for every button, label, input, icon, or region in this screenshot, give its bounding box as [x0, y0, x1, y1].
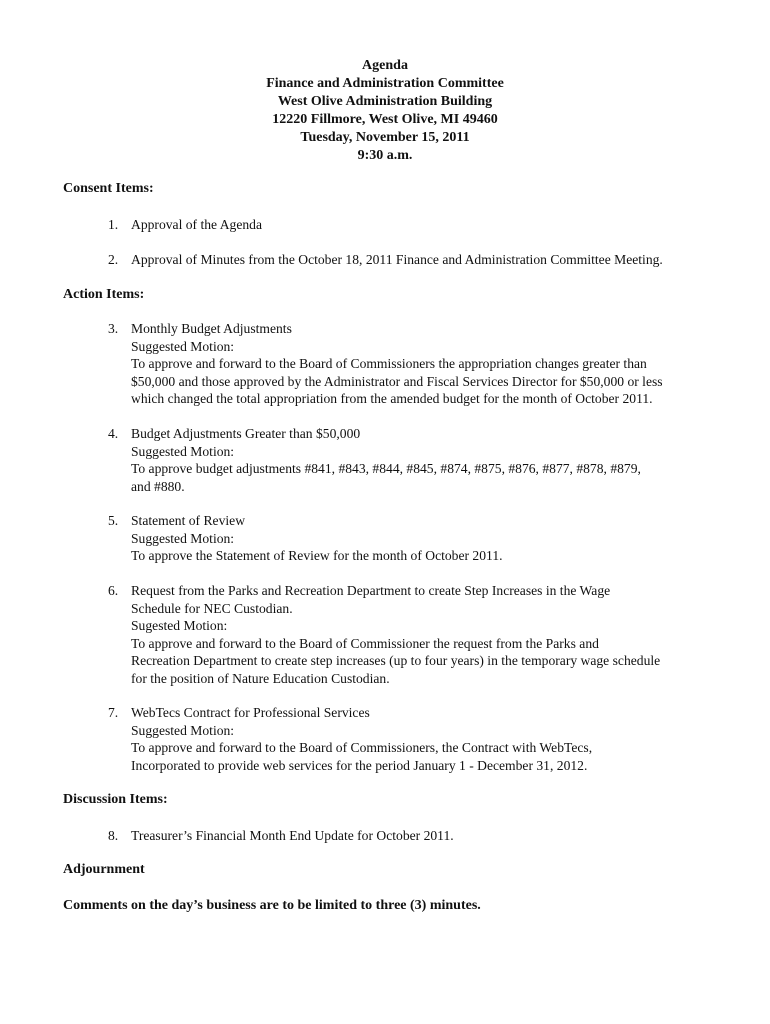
motion-text: To approve and forward to the Board of Commissioners, the Contract with WebTecs,	[131, 740, 593, 755]
item-title: Schedule for NEC Custodian.	[131, 600, 293, 616]
item-number: 6.	[108, 583, 119, 598]
agenda-item-6	[108, 582, 718, 687]
motion-text: To approve and forward to the Board of Commissioner the request from the Parks and	[131, 635, 599, 651]
item-title: Monthly Budget Adjustments	[131, 321, 292, 336]
item-number: 1.	[108, 217, 119, 232]
item-title: Budget Adjustments Greater than $50,000	[131, 426, 361, 441]
item-title: Approval of Minutes from the October 18, 2011 Finance and Administration Committee Meeting.	[131, 252, 663, 267]
discussion-items-heading: Discussion Items:	[63, 792, 168, 807]
address: 12220 Fillmore, West Olive, MI 49460	[272, 112, 498, 127]
motion-label: Suggested Motion:	[131, 338, 235, 354]
motion-text: To approve budget adjustments #841, #843, #844, #845, #874, #875, #876, #877, #878, #879,	[131, 461, 641, 476]
header-title: Agenda	[362, 58, 408, 73]
motion-label: Sugested Motion:	[131, 618, 228, 633]
item-title: WebTecs Contract for Professional Services	[131, 705, 370, 720]
agenda-item-2	[108, 251, 728, 269]
item-title: Approval of the Agenda	[131, 217, 262, 232]
motion-text: Incorporated to provide web services for the period January 1 - December 31, 2012.	[131, 757, 588, 773]
item-number: 7.	[108, 705, 119, 720]
motion-text: $50,000 and those approved by the Administrator and Fiscal Services Director for $50,000 or less	[131, 373, 663, 389]
item-title: Treasurer’s Financial Month End Update for October 2011.	[131, 828, 454, 843]
motion-text: To approve the Statement of Review for the month of October 2011.	[131, 548, 503, 563]
motion-text: for the position of Nature Education Custodian.	[131, 670, 390, 686]
item-title: Statement of Review	[131, 513, 246, 528]
adjournment-heading: Adjournment	[63, 862, 145, 877]
action-items-heading: Action Items:	[63, 287, 145, 302]
item-title: Request from the Parks and Recreation Department to create Step Increases in the Wage	[131, 583, 611, 598]
agenda-item-8	[108, 827, 718, 845]
item-number: 8.	[108, 828, 119, 843]
item-number: 3.	[108, 321, 119, 336]
motion-text: and #880.	[131, 478, 185, 494]
meeting-date: Tuesday, November 15, 2011	[300, 130, 470, 145]
item-number: 5.	[108, 513, 119, 528]
agenda-header	[0, 57, 770, 165]
meeting-time: 9:30 a.m.	[357, 148, 413, 163]
building-name: West Olive Administration Building	[277, 94, 493, 109]
agenda-item-4	[108, 425, 718, 495]
consent-items-heading: Consent Items:	[63, 181, 154, 196]
agenda-item-7	[108, 704, 718, 774]
item-number: 2.	[108, 252, 119, 267]
agenda-item-3	[108, 320, 718, 408]
motion-label: Suggested Motion:	[131, 530, 235, 546]
agenda-item-1	[108, 216, 718, 234]
public-comment-note: Comments on the day’s business are to be limited to three (3) minutes.	[63, 898, 481, 913]
motion-text: which changed the total appropriation from the amended budget for the month of October 2011.	[131, 391, 653, 406]
motion-label: Suggested Motion:	[131, 722, 235, 738]
item-number: 4.	[108, 426, 119, 441]
agenda-item-5	[108, 512, 718, 565]
motion-text: To approve and forward to the Board of Commissioners the appropriation changes greater than	[131, 356, 647, 371]
committee-name: Finance and Administration Committee	[266, 76, 504, 91]
motion-label: Suggested Motion:	[131, 443, 235, 459]
motion-text: Recreation Department to create step increases (up to four years) in the temporary wage schedule	[131, 653, 661, 668]
